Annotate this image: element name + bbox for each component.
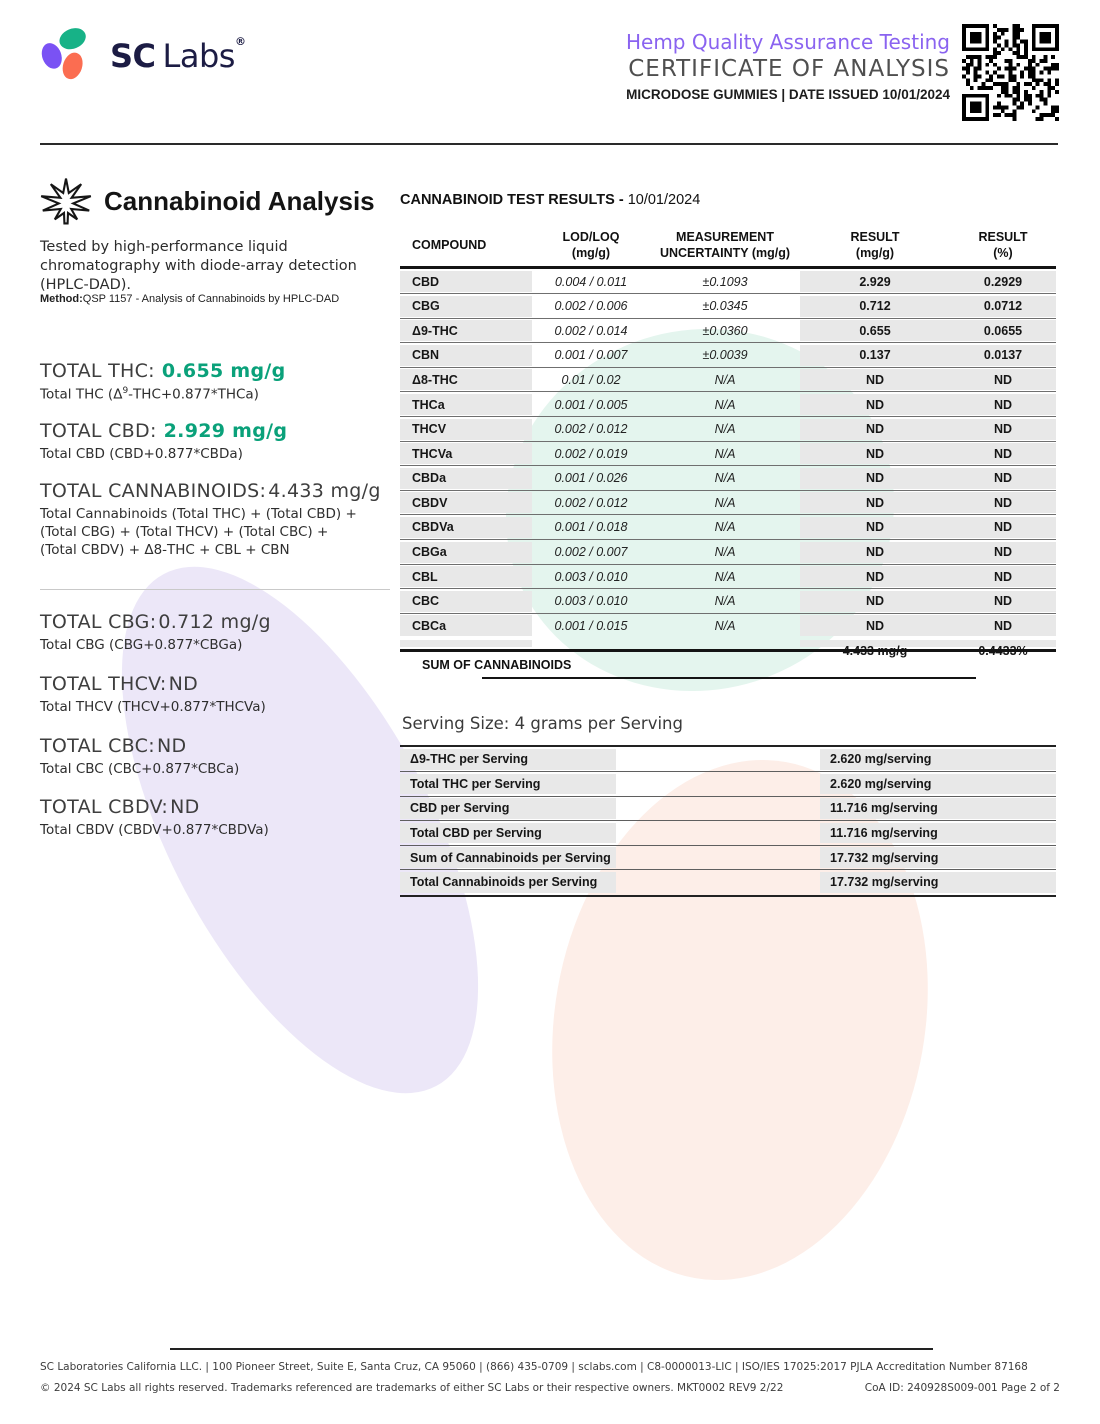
total-thc-value: 0.655 mg/g xyxy=(161,360,286,382)
cell-result-mg: ND xyxy=(800,566,950,587)
serving-value: 17.732 mg/serving xyxy=(820,872,1056,893)
cell-result-pct: ND xyxy=(950,492,1056,513)
serving-value: 11.716 mg/serving xyxy=(820,798,1056,819)
col-result-mg: RESULT (mg/g) xyxy=(850,230,900,260)
secondary-total: TOTAL CBG: 0.712 mg/g xyxy=(40,611,271,633)
serving-value: 2.620 mg/serving xyxy=(820,749,1056,770)
sclabs-logo xyxy=(40,26,245,84)
table-row xyxy=(400,490,1056,515)
table-row xyxy=(400,294,1056,319)
cell-uncertainty: ±0.0345 xyxy=(702,299,748,314)
table-row xyxy=(400,343,1056,368)
serving-label: CBD per Serving xyxy=(400,798,616,819)
total-thc: TOTAL THC: 0.655 mg/g xyxy=(40,360,286,382)
cell-uncertainty: ±0.1093 xyxy=(702,274,748,289)
secondary-total-formula: Total THCV (THCV+0.877*THCVa) xyxy=(40,698,266,715)
cell-result-mg: ND xyxy=(800,394,950,415)
header-divider xyxy=(40,143,1058,145)
table-row xyxy=(400,466,1056,491)
secondary-totals xyxy=(40,611,390,840)
secondary-total-block xyxy=(40,796,390,840)
section-title: Cannabinoid Analysis xyxy=(104,185,375,216)
results-table-title: CANNABINOID TEST RESULTS - 10/01/2024 xyxy=(400,192,701,208)
serving-label: Sum of Cannabinoids per Serving xyxy=(400,847,616,868)
table-row xyxy=(400,367,1056,392)
serving-row xyxy=(400,772,1056,797)
table-row xyxy=(400,441,1056,466)
program-title: Hemp Quality Assurance Testing xyxy=(625,30,950,54)
serving-row xyxy=(400,870,1056,895)
total-cannabinoids-value: 4.433 mg/g xyxy=(268,480,381,503)
cannabinoid-analysis-heading xyxy=(38,176,375,226)
cell-compound: CBD xyxy=(400,271,532,292)
total-thc-formula: Total THC $(\Delta^9-THC+0.877*THCa)$ xyxy=(40,386,259,403)
cell-uncertainty: N/A xyxy=(714,545,736,560)
serving-label: Δ9-THC per Serving xyxy=(400,749,616,770)
secondary-total-block xyxy=(40,673,390,717)
left-panel-divider xyxy=(40,589,390,590)
table-row xyxy=(400,540,1056,565)
doc-title: CERTIFICATE OF ANALYSIS xyxy=(628,56,950,82)
footer-legal-line xyxy=(40,1382,1060,1394)
col-result-pct: RESULT (%) xyxy=(978,230,1028,260)
cell-compound: CBDV xyxy=(400,492,532,513)
secondary-total-block xyxy=(40,611,390,655)
total-cbd-value: 2.929 mg/g xyxy=(163,420,288,443)
cell-compound: THCV xyxy=(400,419,532,440)
secondary-total-formula: Total CBDV (CBDV+0.877*CBDVa) xyxy=(40,822,269,839)
results-table-header xyxy=(400,226,1056,266)
doc-subtitle: MICRODOSE GUMMIES | DATE ISSUED 10/01/2024 xyxy=(626,87,950,102)
cell-uncertainty: N/A xyxy=(714,618,736,633)
serving-spacer xyxy=(616,747,820,772)
cell-compound: CBN xyxy=(400,345,532,366)
cell-lodloq: 0.001 / 0.015 xyxy=(554,618,628,633)
cell-result-pct: 0.0712 xyxy=(950,296,1056,317)
footer-coa-id: CoA ID: 240928S009-001 Page 2 of 2 xyxy=(864,1382,1060,1394)
cell-result-pct: ND xyxy=(950,369,1056,390)
table-row xyxy=(400,269,1056,294)
cell-uncertainty: N/A xyxy=(714,495,736,510)
cell-result-pct: ND xyxy=(950,591,1056,612)
serving-label: Total CBD per Serving xyxy=(400,823,616,844)
cell-result-pct: ND xyxy=(950,517,1056,538)
cell-result-mg: ND xyxy=(800,542,950,563)
cell-compound: CBL xyxy=(400,566,532,587)
table-row xyxy=(400,318,1056,343)
cell-uncertainty: N/A xyxy=(714,422,736,437)
secondary-total: TOTAL THCV: ND xyxy=(40,672,199,695)
cell-result-pct: ND xyxy=(950,394,1056,415)
cell-compound: CBGa xyxy=(400,542,532,563)
cell-result-pct: ND xyxy=(950,566,1056,587)
results-table-body xyxy=(400,266,1056,638)
serving-row xyxy=(400,845,1056,870)
cell-compound: Δ9-THC xyxy=(400,320,532,341)
secondary-total: TOTAL CBDV: ND xyxy=(40,796,200,819)
total-cbd-block xyxy=(40,420,390,464)
col-lodloq: LOD/LOQ (mg/g) xyxy=(562,230,620,260)
cell-result-pct: ND xyxy=(950,468,1056,489)
serving-size-title: Serving Size: 4 grams per Serving xyxy=(402,714,683,733)
cell-uncertainty: N/A xyxy=(714,471,736,486)
col-compound: COMPOUND xyxy=(412,238,487,253)
sum-value-mg: 4.433 mg/g xyxy=(842,643,908,658)
header-titles xyxy=(626,30,950,102)
cell-compound: THCVa xyxy=(400,443,532,464)
primary-totals xyxy=(40,360,390,560)
table-row xyxy=(400,564,1056,589)
cell-uncertainty: N/A xyxy=(714,372,736,387)
cell-result-pct: ND xyxy=(950,615,1056,636)
table-row xyxy=(400,417,1056,442)
secondary-total: TOTAL CBC: ND xyxy=(40,734,187,757)
cell-lodloq: 0.002 / 0.019 xyxy=(554,446,628,461)
cell-lodloq: 0.002 / 0.012 xyxy=(554,495,628,510)
cell-result-mg: ND xyxy=(800,443,950,464)
cell-result-pct: ND xyxy=(950,542,1056,563)
serving-spacer xyxy=(616,772,820,797)
cell-lodloq: 0.003 / 0.010 xyxy=(554,569,628,584)
table-row xyxy=(400,589,1056,614)
cell-result-mg: ND xyxy=(800,591,950,612)
cell-lodloq: 0.01 / 0.02 xyxy=(561,372,621,387)
footer-address-line: SC Laboratories California LLC. | 100 Pioneer Street, Suite E, Santa Cruz, CA 95060 | (866) 435-0709 | sclabs.com | C8-0000013-LIC | ISO/IES 17025:2017 PJLA Accreditation Number 87168 xyxy=(40,1361,1028,1373)
cell-result-mg: ND xyxy=(800,419,950,440)
sum-of-cannabinoids-row xyxy=(400,643,1056,679)
cell-compound: CBG xyxy=(400,296,532,317)
serving-value: 2.620 mg/serving xyxy=(820,774,1056,795)
cell-uncertainty: ±0.0039 xyxy=(702,348,748,363)
secondary-total-formula: Total CBC (CBC+0.877*CBCa) xyxy=(40,760,240,777)
table-row xyxy=(400,392,1056,417)
cannabis-leaf-icon xyxy=(38,176,94,226)
method-value: QSP 1157 - Analysis of Cannabinoids by HPLC-DAD xyxy=(82,293,340,305)
cell-compound: CBDa xyxy=(400,468,532,489)
sum-value-pct: 0.4433% xyxy=(978,643,1028,658)
cell-lodloq: 0.003 / 0.010 xyxy=(554,594,628,609)
serving-spacer xyxy=(616,870,820,895)
col-uncertainty: MEASUREMENT UNCERTAINTY (mg/g) xyxy=(659,230,791,260)
cell-result-mg: ND xyxy=(800,615,950,636)
cell-compound: Δ8-THC xyxy=(400,369,532,390)
qr-code xyxy=(962,24,1059,121)
serving-value: 11.716 mg/serving xyxy=(820,823,1056,844)
serving-row xyxy=(400,747,1056,772)
secondary-total-formula: Total CBG (CBG+0.877*CBGa) xyxy=(40,637,243,653)
serving-spacer xyxy=(616,845,820,870)
footer-divider xyxy=(170,1348,933,1350)
cell-lodloq: 0.002 / 0.006 xyxy=(554,299,628,314)
cell-result-pct: 0.0655 xyxy=(950,320,1056,341)
serving-spacer xyxy=(616,821,820,846)
cell-result-mg: 0.655 xyxy=(800,320,950,341)
serving-row xyxy=(400,796,1056,821)
cell-uncertainty: N/A xyxy=(714,446,736,461)
cell-compound: THCa xyxy=(400,394,532,415)
per-serving-table xyxy=(400,745,1056,897)
cell-uncertainty: N/A xyxy=(714,594,736,609)
serving-label: Total THC per Serving xyxy=(400,774,616,795)
cell-lodloq: 0.002 / 0.007 xyxy=(554,545,628,560)
total-thc-block xyxy=(40,360,390,404)
cell-compound: CBC xyxy=(400,591,532,612)
logo-wordmark: SC Labs® xyxy=(110,35,246,75)
total-cbd: TOTAL CBD: 2.929 mg/g xyxy=(40,420,288,443)
cell-uncertainty: N/A xyxy=(714,569,736,584)
cell-result-pct: 0.0137 xyxy=(950,345,1056,366)
cell-lodloq: 0.001 / 0.026 xyxy=(554,471,628,486)
cell-lodloq: 0.001 / 0.018 xyxy=(554,520,628,535)
cell-result-mg: 0.137 xyxy=(800,345,950,366)
sum-label: SUM OF CANNABINOIDS xyxy=(422,657,572,672)
method-description: Tested by high-performance liquid chromatography with diode-array detection (HPLC-DAD). xyxy=(40,239,357,293)
cell-result-pct: ND xyxy=(950,443,1056,464)
total-cannabinoids-formula: Total Cannabinoids (Total THC) + (Total CBD) + (Total CBG) + (Total THCV) + (Total CBC) + (Total CBDV) + Δ8-THC + CBL + CBN xyxy=(40,506,357,558)
cell-compound: CBCa xyxy=(400,615,532,636)
serving-value: 17.732 mg/serving xyxy=(820,847,1056,868)
cell-result-mg: ND xyxy=(800,369,950,390)
method-label: Method: xyxy=(40,293,83,305)
cell-result-pct: 0.2929 xyxy=(950,271,1056,292)
cell-result-pct: ND xyxy=(950,419,1056,440)
secondary-total-block xyxy=(40,735,390,779)
cell-result-mg: ND xyxy=(800,468,950,489)
cell-result-mg: ND xyxy=(800,492,950,513)
cell-lodloq: 0.001 / 0.005 xyxy=(554,397,628,412)
cell-lodloq: 0.001 / 0.007 xyxy=(554,348,628,363)
cell-result-mg: 0.712 xyxy=(800,296,950,317)
sclabs-logo-icon xyxy=(40,26,98,84)
method-line xyxy=(40,293,380,305)
total-cannabinoids-block xyxy=(40,480,390,559)
cell-lodloq: 0.002 / 0.012 xyxy=(554,422,628,437)
cell-uncertainty: N/A xyxy=(714,520,736,535)
serving-spacer xyxy=(616,796,820,821)
total-cbd-formula: Total CBD (CBD+0.877*CBDa) xyxy=(40,446,243,463)
cell-uncertainty: N/A xyxy=(714,397,736,412)
table-row xyxy=(400,613,1056,638)
cell-compound: CBDVa xyxy=(400,517,532,538)
sum-underline xyxy=(482,677,976,679)
cell-lodloq: 0.002 / 0.014 xyxy=(554,323,628,338)
total-cannabinoids: TOTAL CANNABINOIDS: 4.433 mg/g xyxy=(40,480,381,503)
cell-result-mg: ND xyxy=(800,517,950,538)
cell-lodloq: 0.004 / 0.011 xyxy=(554,274,628,289)
table-row xyxy=(400,515,1056,540)
cell-uncertainty: ±0.0360 xyxy=(702,323,748,338)
serving-row xyxy=(400,821,1056,846)
cannabinoid-results-table xyxy=(400,226,1056,679)
footer-copyright: © 2024 SC Labs all rights reserved. Trademarks referenced are trademarks of either SC Labs or their respective owners. MKT0002 REV9 2/22 xyxy=(40,1382,784,1394)
cell-result-mg: 2.929 xyxy=(800,271,950,292)
serving-label: Total Cannabinoids per Serving xyxy=(400,872,616,893)
